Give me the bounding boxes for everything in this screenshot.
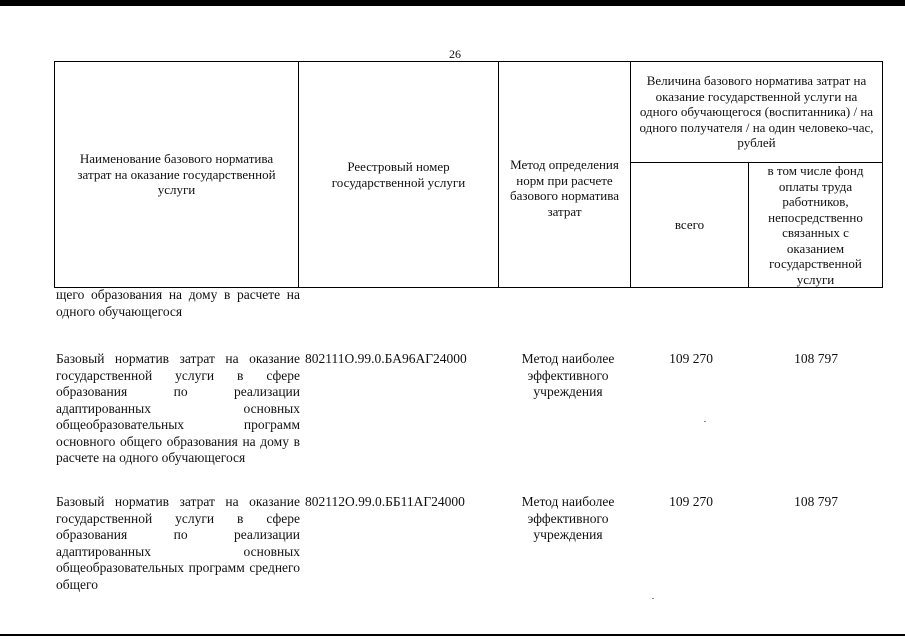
row-2-method: Метод наиболее эффективного учреждения <box>521 494 615 542</box>
bottom-border-rule <box>0 634 905 636</box>
row-1-name: Базовый норматив затрат на оказание государственной услуги в сфере образования по реализации адаптированных основных общеобразовательных программ основного общего образования на дому в расчете на одного обучающегося <box>56 351 300 465</box>
row-2-fund: 108 797 <box>794 494 838 509</box>
continuation-text: щего образования на дому в расчете на одного обучающегося <box>56 287 300 319</box>
row-2-name: Базовый норматив затрат на оказание государственной услуги в сфере образования по реализации адаптированных основных общеобразовательных программ среднего общего <box>56 494 300 592</box>
top-border-rule <box>0 0 905 6</box>
header-value-group: Величина базового норматива затрат на оказание государственной услуги на одного обучающегося (воспитанника) / на одного получателя / на один человеко-час, рублей <box>631 62 883 163</box>
row-1-fund: 108 797 <box>794 351 838 366</box>
header-method-column: Метод определения норм при расчете базового норматива затрат <box>499 62 631 288</box>
row-1-registry: 802111О.99.0.БА96АГ24000 <box>305 351 467 366</box>
table-header <box>54 61 883 288</box>
row-2-total: 109 270 <box>669 494 713 509</box>
row-2-registry: 802112О.99.0.ББ11АГ24000 <box>305 494 465 509</box>
row-1-method: Метод наиболее эффективного учреждения <box>521 351 615 399</box>
scan-speck <box>704 421 706 422</box>
row-1-total: 109 270 <box>669 351 713 366</box>
header-name-column: Наименование базового норматива затрат на оказание государственной услуги <box>55 62 299 288</box>
page-number: 26 <box>449 47 461 61</box>
header-fund-column: в том числе фонд оплаты труда работников, непосредственно связанных с оказанием государственной услуги <box>749 163 883 288</box>
header-total-column: всего <box>631 163 749 288</box>
header-registry-column: Реестровый номер государственной услуги <box>299 62 499 288</box>
scan-speck <box>652 598 654 599</box>
